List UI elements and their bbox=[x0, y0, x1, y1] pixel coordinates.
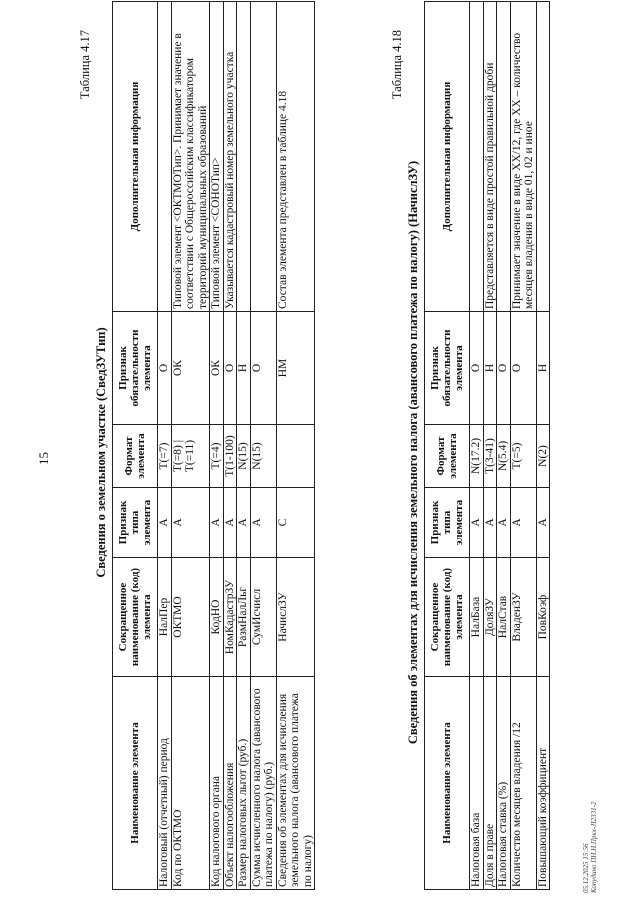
cell-element-name: Налоговый (отчетный) период bbox=[158, 677, 172, 890]
column-header-element-name: Наименование элемента bbox=[113, 677, 158, 890]
column-header-element-name: Наименование элемента bbox=[425, 677, 470, 890]
cell-element-code: НачислЗУ bbox=[276, 558, 315, 677]
cell-element-required: О bbox=[250, 312, 276, 425]
cell-element-format: N(15) bbox=[237, 425, 251, 488]
column-header-additional-info: Дополнительная информация bbox=[113, 2, 158, 312]
cell-element-name: Налоговая ставка (%) bbox=[497, 677, 511, 890]
cell-element-required: НМ bbox=[276, 312, 315, 425]
cell-element-format: T(3-41) bbox=[483, 425, 497, 488]
cell-element-code: ВладенЗУ bbox=[510, 558, 536, 677]
cell-element-format: T(=8) | T(=11) bbox=[171, 425, 210, 488]
cell-element-name: Сумма исчисленного налога (авансового платежа по налогу) (руб.) bbox=[250, 677, 276, 890]
cell-additional-info: Принимает значение в виде XX/12, где XX – количество месяцев владения в виде 01, 02 и иное bbox=[510, 2, 536, 312]
cell-additional-info bbox=[158, 2, 172, 312]
cell-element-code: ОКТМО bbox=[171, 558, 210, 677]
cell-element-format: N(2) bbox=[536, 425, 550, 488]
cell-additional-info: Состав элемента представлен в таблице 4.18 bbox=[276, 2, 315, 312]
table-4-18-label: Таблица 4.18 bbox=[390, 30, 404, 100]
table-4-17 bbox=[112, 1, 315, 890]
cell-additional-info: Представляется в виде простой правильной дроби bbox=[483, 2, 497, 312]
cell-element-type: А bbox=[250, 488, 276, 558]
cell-element-required: Н bbox=[237, 312, 251, 425]
table-4-18 bbox=[424, 1, 550, 890]
cell-element-format: N(17.2) bbox=[470, 425, 484, 488]
table-row bbox=[210, 2, 224, 890]
cell-element-required: О bbox=[510, 312, 536, 425]
header-row bbox=[425, 2, 470, 890]
cell-additional-info bbox=[470, 2, 484, 312]
cell-additional-info: Типовой элемент <СОНОТип> bbox=[210, 2, 224, 312]
cell-element-name: Количество месяцев владения /12 bbox=[510, 677, 536, 890]
table-4-17-label: Таблица 4.17 bbox=[78, 30, 92, 100]
cell-element-format: T(=5) bbox=[510, 425, 536, 488]
cell-additional-info: Указывается кадастровый номер земельного участка bbox=[223, 2, 237, 312]
column-header-element-required: Признак обязательности элемента bbox=[113, 312, 158, 425]
table-row bbox=[250, 2, 276, 890]
column-header-additional-info: Дополнительная информация bbox=[425, 2, 470, 312]
table-4-18-title: Сведения об элементах для исчисления земельного налога (авансового платежа по налогу) (НачислЗУ) bbox=[406, 160, 420, 745]
cell-element-required: ОК bbox=[210, 312, 224, 425]
cell-element-type: А bbox=[223, 488, 237, 558]
cell-additional-info bbox=[536, 2, 550, 312]
cell-element-code: НомКадастрЗУ bbox=[223, 558, 237, 677]
table-row bbox=[158, 2, 172, 890]
column-header-element-code: Сокращенное наименование (код) элемента bbox=[113, 558, 158, 677]
cell-element-type: С bbox=[276, 488, 315, 558]
cell-element-type: А bbox=[497, 488, 511, 558]
cell-element-name: Код по ОКТМО bbox=[171, 677, 210, 890]
cell-element-required: О bbox=[223, 312, 237, 425]
cell-element-code: КодНО bbox=[210, 558, 224, 677]
column-header-element-required: Признак обязательности элемента bbox=[425, 312, 470, 425]
cell-element-required: Н bbox=[483, 312, 497, 425]
cell-element-type: А bbox=[510, 488, 536, 558]
cell-element-format: T(=7) bbox=[158, 425, 172, 488]
cell-element-type: А bbox=[210, 488, 224, 558]
cell-element-code: СумИсчисл bbox=[250, 558, 276, 677]
footer-stamp bbox=[582, 802, 598, 893]
cell-element-type: А bbox=[483, 488, 497, 558]
table-row bbox=[483, 2, 497, 890]
cell-element-format: T(=4) bbox=[210, 425, 224, 488]
cell-element-code: НалПер bbox=[158, 558, 172, 677]
cell-additional-info bbox=[250, 2, 276, 312]
cell-element-name: Код налогового органа bbox=[210, 677, 224, 890]
cell-element-name: Доля в праве bbox=[483, 677, 497, 890]
cell-additional-info bbox=[497, 2, 511, 312]
table-row bbox=[171, 2, 210, 890]
table-row bbox=[223, 2, 237, 890]
cell-element-code: НалБаза bbox=[470, 558, 484, 677]
cell-element-type: А bbox=[158, 488, 172, 558]
cell-element-name: Размер налоговых льгот (руб.) bbox=[237, 677, 251, 890]
cell-element-code: РазмНалЛьг bbox=[237, 558, 251, 677]
column-header-element-format: Формат элемента bbox=[425, 425, 470, 488]
footer-code: Копудино ПН.Н.Пркх-JI2331-2 bbox=[590, 801, 598, 893]
table-4-17-title: Сведения о земельном участке (СведЗУТип) bbox=[94, 327, 108, 578]
column-header-element-code: Сокращенное наименование (код) элемента bbox=[425, 558, 470, 677]
cell-element-type: А bbox=[237, 488, 251, 558]
footer-date: 05.12.2025 15:56 bbox=[582, 843, 590, 893]
cell-element-name: Налоговая база bbox=[470, 677, 484, 890]
cell-element-required: О bbox=[158, 312, 172, 425]
header-row bbox=[113, 2, 158, 890]
table-row bbox=[470, 2, 484, 890]
column-header-element-format: Формат элемента bbox=[113, 425, 158, 488]
cell-additional-info bbox=[237, 2, 251, 312]
cell-element-format bbox=[276, 425, 315, 488]
table-row bbox=[497, 2, 511, 890]
cell-element-code: НалСтав bbox=[497, 558, 511, 677]
column-header-element-type: Признак типа элемента bbox=[113, 488, 158, 558]
table-row bbox=[536, 2, 550, 890]
cell-element-required: О bbox=[470, 312, 484, 425]
table-row bbox=[510, 2, 536, 890]
cell-element-name: Повышающий коэффициент bbox=[536, 677, 550, 890]
cell-element-required: ОК bbox=[171, 312, 210, 425]
cell-element-type: А bbox=[470, 488, 484, 558]
page-number: 15 bbox=[36, 452, 51, 465]
cell-element-code: ДоляЗУ bbox=[483, 558, 497, 677]
cell-element-required: О bbox=[497, 312, 511, 425]
cell-element-name: Сведения об элементах для исчисления земельного налога (авансового платежа по налогу) bbox=[276, 677, 315, 890]
column-header-element-type: Признак типа элемента bbox=[425, 488, 470, 558]
cell-additional-info: Типовой элемент <ОКТМОТип>. Принимает значение в соответствии с Общероссийским классификатором территорий муниципальных образований bbox=[171, 2, 210, 312]
cell-element-type: А bbox=[536, 488, 550, 558]
cell-element-type: А bbox=[171, 488, 210, 558]
table-row bbox=[276, 2, 315, 890]
cell-element-code: ПовКоэф bbox=[536, 558, 550, 677]
cell-element-format: N(5.4) bbox=[497, 425, 511, 488]
cell-element-format: N(15) bbox=[250, 425, 276, 488]
cell-element-required: Н bbox=[536, 312, 550, 425]
cell-element-format: T(1-100) bbox=[223, 425, 237, 488]
cell-element-name: Объект налогообложения bbox=[223, 677, 237, 890]
table-row bbox=[237, 2, 251, 890]
